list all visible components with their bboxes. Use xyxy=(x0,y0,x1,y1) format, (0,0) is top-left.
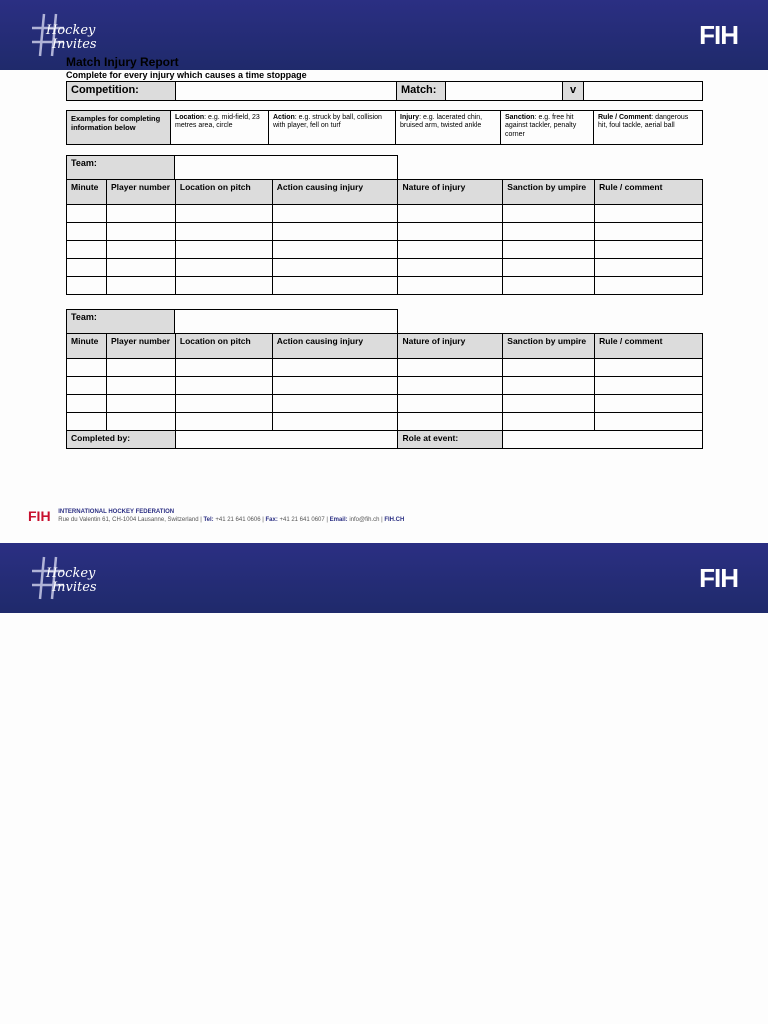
bottom-banner xyxy=(0,543,768,613)
cell[interactable] xyxy=(272,377,398,395)
cell[interactable] xyxy=(272,395,398,413)
cell[interactable] xyxy=(272,205,398,223)
cell[interactable] xyxy=(106,223,175,241)
footer-contact: Rue du Valentin 61, CH-1004 Lausanne, Switzerland | Tel: +41 21 641 0606 | Fax: +41 21 641 0607 | Email: info@fih.ch | FIH.CH xyxy=(58,517,405,524)
cell[interactable] xyxy=(398,259,503,277)
cell[interactable] xyxy=(272,359,398,377)
examples-table xyxy=(66,110,703,145)
team2-name-field[interactable] xyxy=(175,310,398,334)
example-injury: Injury: e.g. lacerated chin, bruised arm, twisted ankle xyxy=(396,111,501,145)
cell[interactable] xyxy=(106,259,175,277)
col-player-number: Player number xyxy=(106,334,175,359)
team2-injury-table xyxy=(66,333,703,449)
cell[interactable] xyxy=(398,223,503,241)
cell[interactable] xyxy=(503,359,595,377)
cell[interactable] xyxy=(595,277,703,295)
cell[interactable] xyxy=(398,241,503,259)
hockey-invites-logo xyxy=(30,12,100,58)
federation-name: INTERNATIONAL HOCKEY FEDERATION xyxy=(58,509,175,515)
fih-logo: FIH xyxy=(699,20,738,50)
cell[interactable] xyxy=(595,259,703,277)
cell[interactable] xyxy=(503,395,595,413)
cell[interactable] xyxy=(503,377,595,395)
team1-header-row xyxy=(67,180,703,205)
cell[interactable] xyxy=(67,359,107,377)
team2-name-table xyxy=(66,309,398,334)
col-nature: Nature of injury xyxy=(398,334,503,359)
team1-injury-table xyxy=(66,179,703,295)
cell[interactable] xyxy=(67,395,107,413)
col-player-number: Player number xyxy=(106,180,175,205)
cell[interactable] xyxy=(67,413,107,431)
col-rule: Rule / comment xyxy=(595,180,703,205)
footer xyxy=(28,508,404,525)
col-location: Location on pitch xyxy=(175,180,272,205)
cell[interactable] xyxy=(67,223,107,241)
cell[interactable] xyxy=(175,359,272,377)
competition-table xyxy=(66,81,703,101)
cell[interactable] xyxy=(106,359,175,377)
table-row xyxy=(67,241,703,259)
cell[interactable] xyxy=(503,241,595,259)
cell[interactable] xyxy=(398,395,503,413)
table-row xyxy=(67,413,703,431)
col-nature: Nature of injury xyxy=(398,180,503,205)
table-row xyxy=(67,223,703,241)
table-row xyxy=(67,359,703,377)
cell[interactable] xyxy=(595,359,703,377)
example-location: Location: e.g. mid-field, 23 metres area, circle xyxy=(171,111,269,145)
team1-name-field[interactable] xyxy=(175,156,398,180)
col-action: Action causing injury xyxy=(272,334,398,359)
cell[interactable] xyxy=(398,377,503,395)
cell[interactable] xyxy=(272,223,398,241)
team1-name-table xyxy=(66,155,398,180)
hockey-invites-logo xyxy=(30,555,100,601)
cell[interactable] xyxy=(175,259,272,277)
svg-text:Hockey: Hockey xyxy=(46,23,96,38)
cell[interactable] xyxy=(272,241,398,259)
examples-intro: Examples for completing information below xyxy=(67,111,171,145)
cell[interactable] xyxy=(272,413,398,431)
cell[interactable] xyxy=(106,395,175,413)
match-label: Match: xyxy=(397,82,446,101)
svg-text:Invites: Invites xyxy=(52,37,97,52)
fih-footer-logo: FIH xyxy=(28,508,51,525)
vs-label: v xyxy=(563,82,584,101)
cell[interactable] xyxy=(67,277,107,295)
cell[interactable] xyxy=(106,377,175,395)
cell[interactable] xyxy=(595,223,703,241)
col-action: Action causing injury xyxy=(272,180,398,205)
site-link[interactable]: FIH.CH xyxy=(384,517,405,524)
cell[interactable] xyxy=(595,241,703,259)
cell[interactable] xyxy=(272,277,398,295)
cell[interactable] xyxy=(175,413,272,431)
completed-by-label: Completed by: xyxy=(67,431,176,449)
col-minute: Minute xyxy=(67,334,107,359)
cell[interactable] xyxy=(595,413,703,431)
example-action: Action: e.g. struck by ball, collision with player, fell on turf xyxy=(269,111,396,145)
cell[interactable] xyxy=(398,205,503,223)
page-subtitle: Complete for every injury which causes a time stoppage xyxy=(66,70,307,80)
role-label: Role at event: xyxy=(398,431,503,449)
cell[interactable] xyxy=(67,259,107,277)
cell[interactable] xyxy=(398,277,503,295)
cell[interactable] xyxy=(106,205,175,223)
cell[interactable] xyxy=(67,377,107,395)
cell[interactable] xyxy=(595,377,703,395)
match-team1-field[interactable] xyxy=(446,82,563,101)
cell[interactable] xyxy=(175,223,272,241)
col-rule: Rule / comment xyxy=(595,334,703,359)
table-row xyxy=(67,377,703,395)
cell[interactable] xyxy=(503,223,595,241)
cell[interactable] xyxy=(175,277,272,295)
cell[interactable] xyxy=(503,205,595,223)
cell[interactable] xyxy=(106,241,175,259)
page-title: Match Injury Report xyxy=(66,55,179,69)
competition-label: Competition: xyxy=(67,82,176,101)
match-team2-field[interactable] xyxy=(584,82,703,101)
cell[interactable] xyxy=(175,205,272,223)
col-sanction: Sanction by umpire xyxy=(503,180,595,205)
example-rule: Rule / Comment: dangerous hit, foul tackle, aerial ball xyxy=(594,111,703,145)
email-link[interactable]: info@fih.ch xyxy=(349,517,380,524)
team1-label: Team: xyxy=(67,156,175,180)
cell[interactable] xyxy=(67,241,107,259)
table-row xyxy=(67,205,703,223)
cell[interactable] xyxy=(106,277,175,295)
fih-logo: FIH xyxy=(699,563,738,593)
cell[interactable] xyxy=(175,377,272,395)
table-row xyxy=(67,259,703,277)
cell[interactable] xyxy=(503,413,595,431)
team2-label: Team: xyxy=(67,310,175,334)
col-sanction: Sanction by umpire xyxy=(503,334,595,359)
cell[interactable] xyxy=(398,413,503,431)
completed-row xyxy=(67,431,703,449)
cell[interactable] xyxy=(595,395,703,413)
cell[interactable] xyxy=(398,359,503,377)
col-minute: Minute xyxy=(67,180,107,205)
svg-text:Hockey: Hockey xyxy=(46,566,96,581)
cell[interactable] xyxy=(503,259,595,277)
table-row xyxy=(67,277,703,295)
cell[interactable] xyxy=(106,413,175,431)
cell[interactable] xyxy=(503,277,595,295)
col-location: Location on pitch xyxy=(175,334,272,359)
completed-by-field[interactable] xyxy=(175,431,398,449)
team2-header-row xyxy=(67,334,703,359)
cell[interactable] xyxy=(595,205,703,223)
cell[interactable] xyxy=(67,205,107,223)
table-row xyxy=(67,395,703,413)
role-field[interactable] xyxy=(503,431,703,449)
example-sanction: Sanction: e.g. free hit against tackler, penalty corner xyxy=(501,111,594,145)
svg-text:Invites: Invites xyxy=(52,580,97,595)
competition-field[interactable] xyxy=(176,82,397,101)
cell[interactable] xyxy=(272,259,398,277)
cell[interactable] xyxy=(175,395,272,413)
cell[interactable] xyxy=(175,241,272,259)
